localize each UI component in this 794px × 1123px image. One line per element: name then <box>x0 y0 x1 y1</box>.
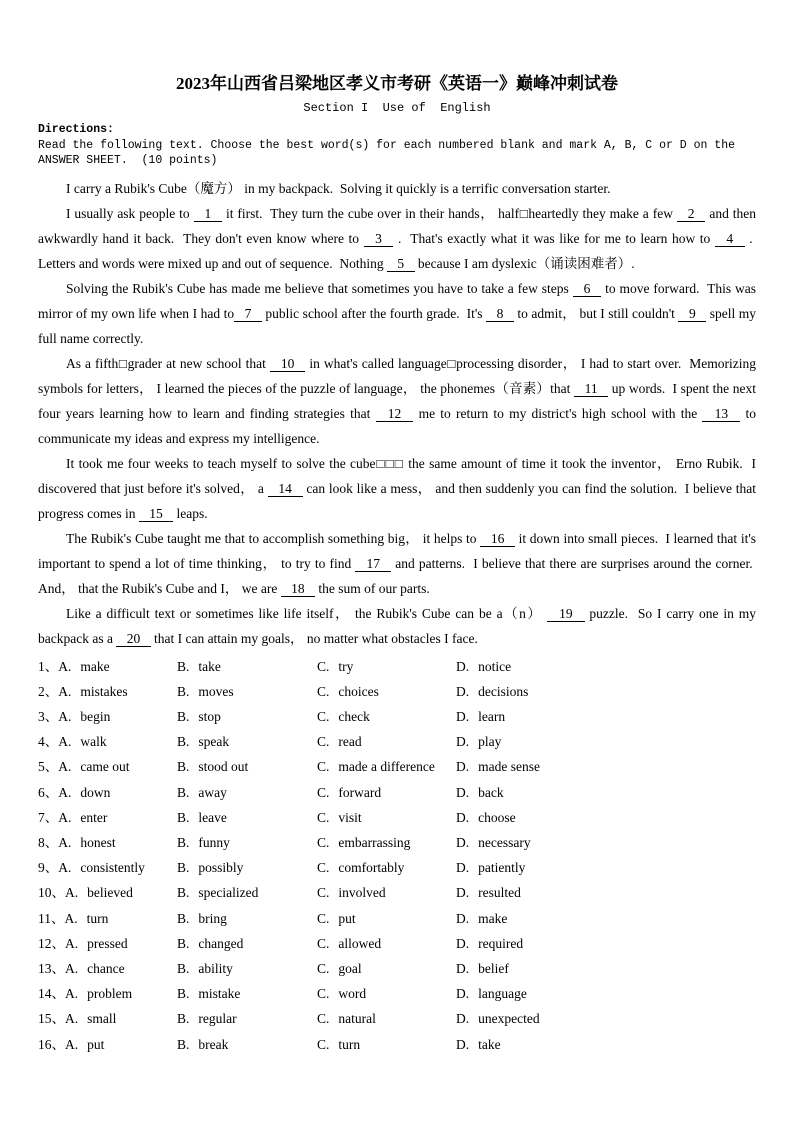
option-letter: A. <box>58 734 72 750</box>
option-text: walk <box>80 734 107 750</box>
option-letter: A. <box>58 759 72 775</box>
option-letter: C. <box>317 658 330 674</box>
option-B <box>177 906 317 931</box>
blank-10: 10 <box>270 356 306 372</box>
option-letter: C. <box>317 734 330 750</box>
option-text: stop <box>198 708 221 724</box>
option-D <box>456 729 756 754</box>
option-text: required <box>478 935 524 951</box>
option-letter: B. <box>177 1036 190 1052</box>
option-A <box>38 830 177 855</box>
directions-line-1: Read the following text. Choose the best word(s) for each numbered blank and mark A, B, C or D on the <box>38 138 736 152</box>
option-text: put <box>338 910 356 926</box>
option-letter: D. <box>456 860 470 876</box>
option-text: begin <box>80 708 111 724</box>
option-text: notice <box>478 658 512 674</box>
option-row <box>38 956 756 981</box>
option-text: bring <box>198 910 227 926</box>
question-number: 15、 <box>38 1011 65 1027</box>
option-letter: C. <box>317 1036 330 1052</box>
option-A <box>38 805 177 830</box>
option-row <box>38 906 756 931</box>
option-D <box>456 679 756 704</box>
option-text: enter <box>80 809 108 825</box>
option-text: goal <box>338 960 362 976</box>
blank-11: 11 <box>574 381 608 397</box>
option-row <box>38 679 756 704</box>
option-text: changed <box>198 935 244 951</box>
option-text: necessary <box>478 834 531 850</box>
option-B <box>177 654 317 679</box>
option-letter: D. <box>456 708 470 724</box>
option-text: forward <box>338 784 382 800</box>
blank-20: 20 <box>116 631 150 647</box>
passage-paragraph: As a fifth□grader at new school that 10 in what's called language□processing disorder， I had to start over. Memorizing symbols for letters， I learned the pieces of the puzzle of language， the phonemes（音素）that 11 up words. I spent the next four years learning how to learn and finding strategies that 12 me to return to my district's high school with the 13 to communicate my ideas and express my intelligence. <box>38 355 757 446</box>
option-text: take <box>478 1036 501 1052</box>
option-D <box>456 1032 756 1057</box>
options-list <box>38 654 756 1057</box>
question-number: 14、 <box>38 986 65 1002</box>
option-text: speak <box>198 734 230 750</box>
option-letter: A. <box>58 708 72 724</box>
option-text: word <box>338 986 367 1002</box>
option-row <box>38 729 756 754</box>
blank-17: 17 <box>355 556 391 572</box>
option-text: mistakes <box>80 683 128 699</box>
option-letter: A. <box>65 1036 79 1052</box>
option-text: language <box>478 986 527 1002</box>
option-A <box>38 956 177 981</box>
option-text: read <box>338 734 362 750</box>
option-D <box>456 805 756 830</box>
directions-line-2: ANSWER SHEET. (10 points) <box>38 154 218 167</box>
question-number: 13、 <box>38 960 65 976</box>
option-D <box>456 906 756 931</box>
option-text: play <box>478 734 502 750</box>
option-B <box>177 931 317 956</box>
option-C <box>317 729 456 754</box>
option-text: made a difference <box>338 759 435 775</box>
option-D <box>456 830 756 855</box>
blank-3: 3 <box>364 231 394 247</box>
option-letter: D. <box>456 784 470 800</box>
option-C <box>317 679 456 704</box>
question-number: 9、 <box>38 860 59 876</box>
option-text: patiently <box>478 860 526 876</box>
option-letter: A. <box>65 885 79 901</box>
option-letter: A. <box>65 935 79 951</box>
blank-13: 13 <box>702 406 740 422</box>
passage-paragraph: I usually ask people to 1 it first. They turn the cube over in their hands， half□heartedly they make a few 2 and then awkwardly hand it back. They don't even know where to 3 . That's exactly what it was like for me to learn how to 4 . Letters and words were mixed up and out of sequence. Nothing 5 because I am dyslexic（诵读困难者）. <box>38 205 757 271</box>
option-letter: B. <box>177 834 190 850</box>
option-letter: B. <box>177 734 190 750</box>
question-number: 10、 <box>38 885 65 901</box>
option-B <box>177 956 317 981</box>
option-letter: C. <box>317 860 330 876</box>
option-text: turn <box>338 1036 361 1052</box>
option-letter: D. <box>456 986 470 1002</box>
option-text: problem <box>87 986 133 1002</box>
blank-16: 16 <box>480 531 515 547</box>
option-A <box>38 1032 177 1057</box>
option-letter: D. <box>456 734 470 750</box>
directions <box>38 122 756 169</box>
blank-14: 14 <box>268 481 303 497</box>
option-A <box>38 1006 177 1031</box>
option-text: consistently <box>80 860 145 876</box>
passage-paragraph: Like a difficult text or sometimes like life itself， the Rubik's Cube can be a（n） 19 puzzle. So I carry one in my backpack as a 20 that I can attain my goals， no matter what obstacles I face. <box>38 605 756 646</box>
option-letter: A. <box>65 1011 79 1027</box>
option-letter: C. <box>317 935 330 951</box>
option-text: try <box>338 658 354 674</box>
option-text: moves <box>198 683 234 699</box>
passage-paragraph: Solving the Rubik's Cube has made me believe that sometimes you have to take a few steps 6 to move forward. This was mirror of my own life when I had to 7 public school after the fourth grade. It's 8 to admit， but I still couldn't 9 spell my full name correctly. <box>38 280 757 346</box>
option-letter: C. <box>317 759 330 775</box>
question-number: 1、 <box>38 658 59 674</box>
option-letter: D. <box>456 834 470 850</box>
option-B <box>177 729 317 754</box>
question-number: 4、 <box>38 734 59 750</box>
option-letter: C. <box>317 708 330 724</box>
option-C <box>317 931 456 956</box>
option-row <box>38 981 756 1006</box>
option-D <box>456 956 756 981</box>
option-A <box>38 729 177 754</box>
option-D <box>456 780 756 805</box>
option-D <box>456 754 756 779</box>
option-B <box>177 679 317 704</box>
option-row <box>38 1032 756 1057</box>
option-letter: B. <box>177 708 190 724</box>
passage-paragraph: I carry a Rubik's Cube（魔方） in my backpack. Solving it quickly is a terrific conversation starter. <box>66 180 611 196</box>
option-D <box>456 654 756 679</box>
option-B <box>177 855 317 880</box>
option-text: decisions <box>478 683 529 699</box>
option-letter: A. <box>65 960 79 976</box>
option-row <box>38 805 756 830</box>
option-text: stood out <box>198 759 249 775</box>
option-B <box>177 880 317 905</box>
option-text: came out <box>80 759 130 775</box>
option-letter: A. <box>58 658 72 674</box>
blank-6: 6 <box>573 281 602 297</box>
option-text: down <box>80 784 111 800</box>
option-row <box>38 704 756 729</box>
option-letter: D. <box>456 960 470 976</box>
option-C <box>317 654 456 679</box>
option-text: unexpected <box>478 1011 540 1027</box>
option-text: embarrassing <box>338 834 411 850</box>
option-C <box>317 1032 456 1057</box>
option-letter: A. <box>58 809 72 825</box>
option-letter: A. <box>64 910 78 926</box>
option-C <box>317 805 456 830</box>
option-text: turn <box>86 910 109 926</box>
question-number: 16、 <box>38 1036 65 1052</box>
option-D <box>456 704 756 729</box>
blank-12: 12 <box>376 406 414 422</box>
option-letter: A. <box>58 834 72 850</box>
passage-paragraph: The Rubik's Cube taught me that to accomplish something big， it helps to 16 it down into small pieces. I learned that it's important to spend a lot of time thinking， to try to find 17 and patterns. I believe that there are surprises around the corner. And， that the Rubik's Cube and I， we are 18 the sum of our parts. <box>38 530 757 596</box>
document-title: 2023年山西省吕梁地区孝义市考研《英语一》巅峰冲刺试卷 <box>176 74 618 93</box>
blank-2: 2 <box>677 206 706 222</box>
option-B <box>177 805 317 830</box>
question-number: 2、 <box>38 683 59 699</box>
question-number: 8、 <box>38 834 59 850</box>
option-text: made sense <box>478 759 540 775</box>
option-text: resulted <box>478 885 521 901</box>
option-text: funny <box>198 834 230 850</box>
blank-5: 5 <box>387 256 415 272</box>
option-B <box>177 1006 317 1031</box>
option-row <box>38 931 756 956</box>
option-text: take <box>198 658 221 674</box>
option-text: allowed <box>338 935 382 951</box>
blank-9: 9 <box>678 306 706 322</box>
option-B <box>177 704 317 729</box>
option-D <box>456 931 756 956</box>
option-letter: C. <box>317 960 330 976</box>
option-letter: B. <box>177 960 190 976</box>
option-letter: C. <box>317 1011 330 1027</box>
option-text: comfortably <box>338 860 405 876</box>
option-C <box>317 981 456 1006</box>
option-letter: D. <box>456 683 470 699</box>
option-letter: B. <box>177 784 190 800</box>
option-C <box>317 880 456 905</box>
option-C <box>317 956 456 981</box>
option-letter: A. <box>65 986 79 1002</box>
option-letter: A. <box>58 860 72 876</box>
option-letter: D. <box>456 935 470 951</box>
blank-1: 1 <box>194 206 223 222</box>
option-text: break <box>198 1036 229 1052</box>
option-D <box>456 880 756 905</box>
option-letter: B. <box>177 885 190 901</box>
option-A <box>38 880 177 905</box>
option-letter: A. <box>58 784 72 800</box>
option-text: ability <box>198 960 233 976</box>
option-letter: B. <box>177 910 190 926</box>
blank-15: 15 <box>139 506 173 522</box>
question-number: 7、 <box>38 809 59 825</box>
option-text: learn <box>478 708 506 724</box>
option-text: visit <box>338 809 362 825</box>
option-letter: D. <box>456 910 470 926</box>
option-D <box>456 1006 756 1031</box>
blank-7: 7 <box>234 306 262 322</box>
blank-4: 4 <box>715 231 745 247</box>
option-C <box>317 754 456 779</box>
option-letter: C. <box>317 834 330 850</box>
option-B <box>177 981 317 1006</box>
question-number: 3、 <box>38 708 59 724</box>
option-text: away <box>198 784 227 800</box>
option-A <box>38 654 177 679</box>
option-text: chance <box>87 960 125 976</box>
directions-label: Directions: <box>38 123 114 136</box>
section-heading: Section I Use of English <box>303 101 491 115</box>
option-letter: B. <box>177 658 190 674</box>
option-text: belief <box>478 960 509 976</box>
option-C <box>317 855 456 880</box>
option-C <box>317 906 456 931</box>
option-text: honest <box>80 834 116 850</box>
option-A <box>38 981 177 1006</box>
option-A <box>38 906 177 931</box>
option-B <box>177 1032 317 1057</box>
option-A <box>38 679 177 704</box>
option-C <box>317 1006 456 1031</box>
option-row <box>38 880 756 905</box>
option-text: pressed <box>87 935 128 951</box>
question-number: 5、 <box>38 759 59 775</box>
question-number: 11、 <box>38 910 65 926</box>
option-letter: C. <box>317 910 330 926</box>
option-letter: C. <box>317 683 330 699</box>
option-letter: B. <box>177 986 190 1002</box>
option-letter: D. <box>456 759 470 775</box>
option-letter: B. <box>177 1011 190 1027</box>
option-letter: B. <box>177 683 190 699</box>
option-A <box>38 704 177 729</box>
option-letter: C. <box>317 986 330 1002</box>
option-B <box>177 780 317 805</box>
option-letter: D. <box>456 885 470 901</box>
option-D <box>456 855 756 880</box>
option-letter: C. <box>317 784 330 800</box>
option-text: believed <box>87 885 133 901</box>
option-letter: B. <box>177 860 190 876</box>
option-row <box>38 754 756 779</box>
option-B <box>177 830 317 855</box>
option-letter: C. <box>317 885 330 901</box>
option-letter: B. <box>177 809 190 825</box>
option-row <box>38 654 756 679</box>
blank-19: 19 <box>547 606 584 622</box>
option-text: mistake <box>198 986 241 1002</box>
option-letter: A. <box>58 683 72 699</box>
option-A <box>38 754 177 779</box>
option-letter: C. <box>317 809 330 825</box>
option-text: small <box>87 1011 117 1027</box>
option-letter: D. <box>456 658 470 674</box>
option-text: possibly <box>198 860 244 876</box>
option-text: natural <box>338 1011 376 1027</box>
option-C <box>317 830 456 855</box>
option-letter: D. <box>456 1036 470 1052</box>
option-text: back <box>478 784 504 800</box>
option-text: leave <box>198 809 227 825</box>
option-C <box>317 780 456 805</box>
option-B <box>177 754 317 779</box>
passage <box>38 176 756 651</box>
option-D <box>456 981 756 1006</box>
option-text: choose <box>478 809 516 825</box>
blank-8: 8 <box>486 306 514 322</box>
option-A <box>38 931 177 956</box>
option-letter: D. <box>456 1011 470 1027</box>
blank-18: 18 <box>281 581 315 597</box>
option-row <box>38 780 756 805</box>
option-text: make <box>478 910 508 926</box>
option-row <box>38 1006 756 1031</box>
option-letter: B. <box>177 759 190 775</box>
option-C <box>317 704 456 729</box>
question-number: 6、 <box>38 784 59 800</box>
passage-paragraph: It took me four weeks to teach myself to solve the cube□□□ the same amount of time it took the inventor， Erno Rubik. I discovered that just before it's solved， a 14 can look like a mess， and then suddenly you can find the solution. I believe that progress comes in 15 leaps. <box>38 455 756 521</box>
question-number: 12、 <box>38 935 65 951</box>
option-text: regular <box>198 1011 237 1027</box>
option-text: put <box>87 1036 105 1052</box>
option-text: make <box>80 658 110 674</box>
option-row <box>38 855 756 880</box>
option-text: specialized <box>198 885 259 901</box>
option-letter: D. <box>456 809 470 825</box>
option-text: choices <box>338 683 379 699</box>
option-A <box>38 780 177 805</box>
option-row <box>38 830 756 855</box>
option-letter: B. <box>177 935 190 951</box>
option-A <box>38 855 177 880</box>
option-text: involved <box>338 885 386 901</box>
option-text: check <box>338 708 370 724</box>
